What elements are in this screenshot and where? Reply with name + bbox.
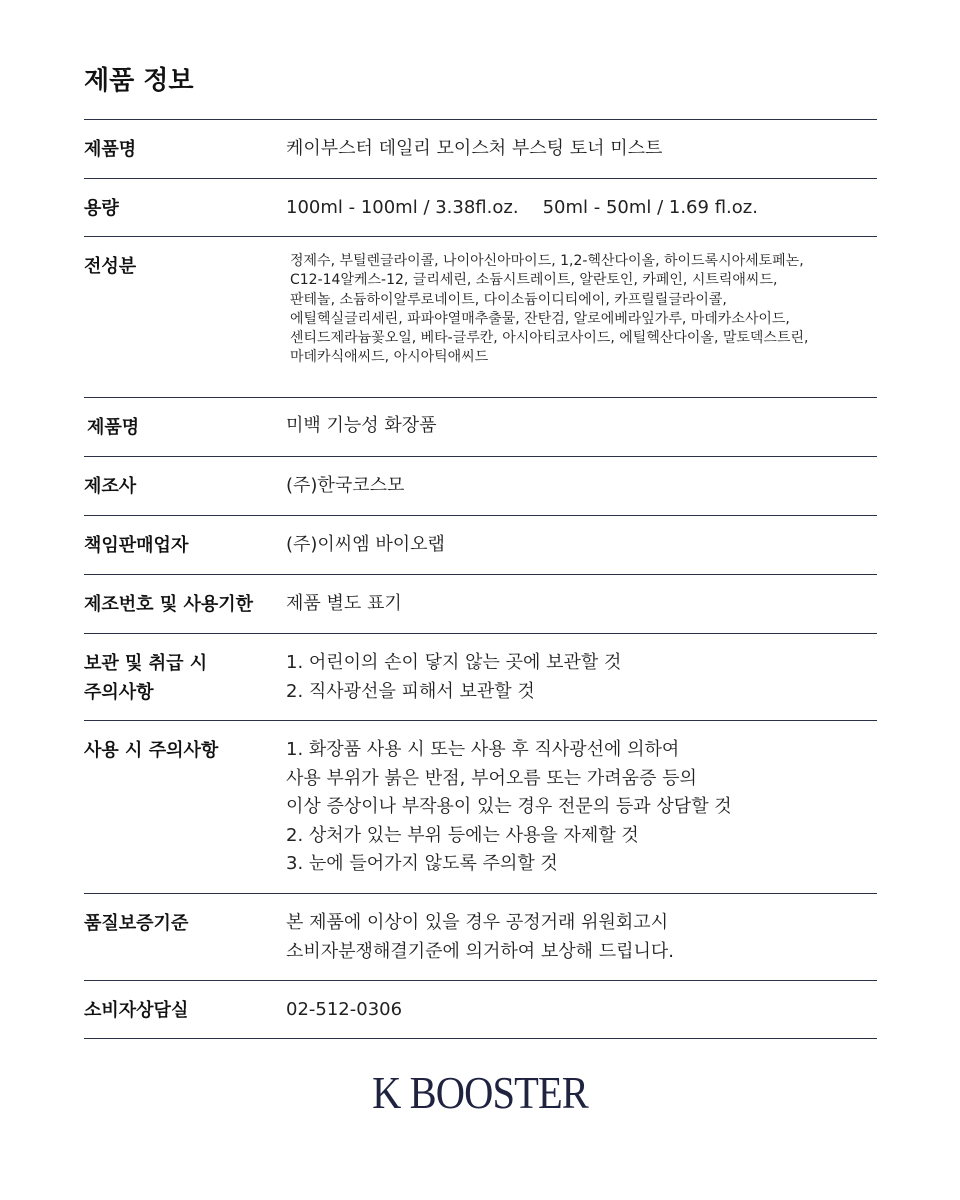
value-line: 2. 직사광선을 피해서 보관할 것 [286,680,535,702]
row-value [286,135,662,164]
info-row-product-name [84,120,877,178]
info-row-storage [84,634,877,720]
value-line: 에틸헥실글리세린, 파파야열매추출물, 잔탄검, 알로에베라잎가루, 마데카소사이드, [290,310,790,327]
row-label: 소비자상담실 [84,1000,189,1021]
row-label: 제품명 [84,139,137,160]
info-row-customer-service [84,981,877,1038]
row-label [84,650,207,707]
value-line: 3. 눈에 들어가지 않도록 주의할 것 [286,853,558,874]
row-label: 제조번호 및 사용기한 [84,594,254,615]
value-line: 케이부스터 데일리 모이스처 부스팅 토너 미스트 [286,138,663,159]
info-row-product-type [84,398,877,456]
value-line: 이상 증상이나 부작용이 있는 경우 전문의 등과 상담할 것 [286,796,732,817]
info-row-volume [84,179,877,236]
value-line: (주)한국코스모 [286,475,405,496]
value-line: 정제수, 부틸렌글라이콜, 나이아신아마이드, 1,2-헥산다이올, 하이드록시아세토페논, [290,253,804,269]
row-value [286,996,402,1025]
row-label: 사용 시 주의사항 [84,740,219,761]
value-line: 본 제품에 이상이 있을 경우 공정거래 위원회고시 [286,912,669,933]
value-line: 미백 기능성 화장품 [286,415,437,436]
value-line: 1. 어린이의 손이 닿지 않는 곳에 보관할 것 [286,652,622,673]
value-line: C12-14알케스-12, 글리세린, 소듐시트레이트, 알란토인, 카페인, 시트릭애씨드, [290,272,778,289]
info-row-lot-expiry [84,575,877,633]
value-line: 마데카식애씨드, 아시아틱애씨드 [290,349,489,366]
info-row-manufacturer [84,457,877,515]
value-line: (주)이씨엠 바이오랩 [286,534,445,555]
brand-logo: K BOOSTER [372,1067,588,1118]
label-line: 주의사항 [84,681,154,703]
row-label: 전성분 [84,256,137,277]
value-line: 판테놀, 소듐하이알루로네이트, 다이소듐이디티에이, 카프릴릴글라이콜, [290,291,727,308]
info-row-ingredients [84,237,877,397]
row-value [286,736,732,879]
value-line: 1. 화장품 사용 시 또는 사용 후 직사광선에 의하여 [286,739,680,760]
row-value [286,194,782,223]
row-label: 품질보증기준 [84,913,189,934]
page-title: 제품 정보 [84,66,194,96]
row-value [286,531,445,560]
row-value [286,412,437,441]
info-row-quality-guarantee [84,894,877,980]
row-label: 제품명 [87,417,140,438]
label-line: 보관 및 취급 시 [84,653,208,674]
ingredients-list [290,252,808,368]
value-line: 02-512-0306 [286,999,403,1020]
value-line: 소비자분쟁해결기준에 의거하여 보상해 드립니다. [286,940,675,962]
row-value [286,909,674,966]
product-info-table [84,119,877,1039]
row-value [286,649,621,706]
value-line: 제품 별도 표기 [286,593,402,614]
volume-option: 50ml - 50ml / 1.69 fl.oz. [542,197,758,218]
volume-option: 100ml - 100ml / 3.38fl.oz. [286,197,519,218]
divider [84,1038,877,1039]
row-value [286,590,402,619]
row-label: 책임판매업자 [84,535,189,556]
value-line: 2. 상처가 있는 부위 등에는 사용을 자제할 것 [286,824,639,846]
info-row-usage-cautions [84,721,877,893]
value-line: 사용 부위가 붉은 반점, 부어오름 또는 가려움증 등의 [286,767,697,789]
row-label: 용량 [84,198,119,219]
info-row-seller [84,516,877,574]
row-label: 제조사 [84,476,137,497]
row-value [286,472,404,501]
value-line: 센티드제라늄꽃오일, 베타-글루칸, 아시아티코사이드, 에틸헥산다이올, 말토덱스트린, [290,330,809,347]
